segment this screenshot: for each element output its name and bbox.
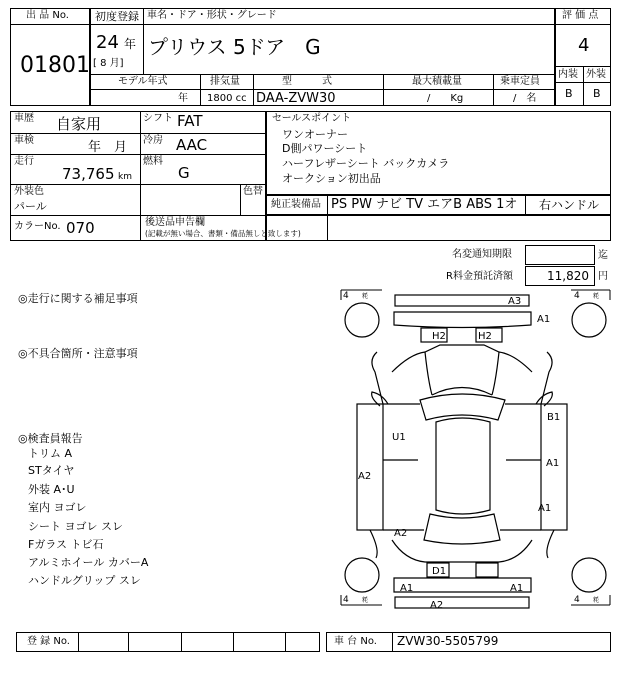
exterior-grade: B (593, 87, 601, 100)
shift-value: FAT (177, 112, 203, 130)
damage-mark: A2 (358, 471, 372, 482)
inspection-label: 車検 (14, 135, 34, 146)
history-value: 自家用 (56, 115, 102, 133)
ac-value: AAC (176, 136, 208, 154)
name-change-deadline-label: 名変通知期限 (452, 249, 512, 260)
color-no-value: 070 (66, 219, 95, 237)
recycle-fee-value: 11,820 (547, 269, 589, 283)
damage-mark: A2 (430, 600, 444, 611)
lot-number-label: 出 品 No. (26, 10, 69, 21)
name-change-unit: 迄 (598, 250, 608, 261)
inspector-item: STタイヤ (28, 464, 75, 477)
fuel-value: G (178, 164, 190, 182)
ac-label: 冷房 (143, 135, 163, 146)
car-damage-diagram (338, 287, 614, 619)
year-unit: 年 (124, 37, 137, 51)
damage-mark: A1 (537, 314, 551, 325)
afterparts-label: 後送品申告欄 (145, 217, 205, 228)
damage-mark: U1 (392, 432, 406, 443)
damage-mark: H2 (478, 331, 492, 342)
damage-mark: A1 (538, 503, 552, 514)
sales-points-title: セールスポイント (272, 113, 352, 124)
model-year-label: モデル年式 (118, 76, 168, 87)
capacity-value: / 名 (513, 93, 537, 104)
max-load-value: / Kg (427, 93, 464, 104)
tire-depth-rl: 4 (343, 595, 349, 605)
sales-point-item: ワンオーナー (282, 128, 348, 141)
mileage-value: 73,765 (62, 165, 115, 183)
registration-number-label: 登 録 No. (27, 636, 70, 647)
inspector-item: Fガラス トビ石 (28, 538, 104, 551)
sales-point-item: ハーフレザーシート バックカメラ (282, 157, 450, 170)
sales-point-item: D側パワーシート (282, 142, 368, 155)
recycle-fee-label: R料金預託済額 (446, 271, 513, 282)
history-label: 車歴 (14, 113, 34, 124)
tire-depth-unit: 粍 (362, 293, 369, 300)
inspector-item: 室内 ヨゴレ (28, 501, 87, 514)
mileage-label: 走行 (14, 156, 34, 167)
exterior-label: 外装 (586, 69, 606, 80)
recycle-fee-unit: 円 (598, 271, 608, 282)
inspector-item: 外装 A･U (28, 483, 75, 496)
sales-point-item: オークション初出品 (282, 172, 381, 185)
tire-depth-fr: 4 (574, 291, 580, 301)
defect-notes-title: ◎不具合箇所・注意事項 (18, 347, 138, 360)
tire-depth-unit: 粍 (593, 293, 600, 300)
name-change-deadline-box (525, 245, 595, 265)
damage-mark: A3 (508, 296, 522, 307)
inspection-value: 年 月 (88, 140, 128, 155)
color-change-label: 色替 (243, 186, 263, 197)
first-registration-label: 初度登録 (95, 10, 139, 23)
fuel-label: 燃料 (143, 156, 163, 167)
rating-label: 評 価 点 (562, 10, 599, 21)
interior-label: 内装 (558, 69, 578, 80)
color-value: パール (14, 200, 47, 213)
displacement-value: 1800 cc (207, 93, 247, 104)
inspector-item: ハンドルグリップ スレ (28, 574, 141, 587)
damage-mark: H2 (432, 331, 446, 342)
rating-value: 4 (578, 35, 590, 56)
max-load-label: 最大積載量 (412, 76, 462, 87)
type-value: DAA-ZVW30 (256, 91, 336, 106)
color-label: 外装色 (14, 186, 44, 197)
damage-mark: A2 (394, 528, 408, 539)
inspector-item: シート ヨゴレ スレ (28, 520, 123, 533)
car-name: プリウス 5ドア G (148, 35, 321, 59)
color-no-label: カラーNo. (14, 221, 61, 232)
displacement-label: 排気量 (210, 76, 240, 87)
first-registration-month: [ 8 月] (93, 58, 124, 69)
interior-grade: B (565, 87, 573, 100)
damage-mark: A1 (546, 458, 560, 469)
afterparts-note: (記載が無い場合、書類・備品無しと致します) (145, 229, 301, 238)
car-name-label: 車名・ドア・形状・グレード (147, 10, 277, 21)
inspector-report-title: ◎検査員報告 (18, 432, 83, 445)
tire-depth-unit: 粍 (362, 597, 369, 604)
shift-label: シフト (143, 113, 173, 124)
damage-mark: B1 (547, 412, 561, 423)
type-label: 型 式 (282, 76, 332, 87)
equipment-value: PS PW ナビ TV エアB ABS 1オ (331, 197, 518, 212)
tire-depth-rr: 4 (574, 595, 580, 605)
mileage-unit: km (118, 172, 132, 182)
damage-mark: A1 (510, 583, 524, 594)
damage-mark: D1 (432, 566, 447, 577)
first-registration-year: 24 (96, 32, 119, 53)
damage-mark: A1 (400, 583, 414, 594)
lot-number: 01801 (20, 53, 90, 78)
steering-value: 右ハンドル (539, 198, 600, 212)
tire-depth-fl: 4 (343, 291, 349, 301)
model-year-unit: 年 (178, 93, 188, 104)
tire-depth-unit: 粍 (593, 597, 600, 604)
equipment-label: 純正装備品 (271, 199, 321, 210)
inspector-item: トリム A (28, 447, 73, 460)
capacity-label: 乗車定員 (500, 76, 540, 87)
driving-notes-title: ◎走行に関する補足事項 (18, 292, 138, 305)
chassis-number-value: ZVW30-5505799 (397, 634, 499, 648)
inspector-item: アルミホイール カバーA (28, 556, 149, 569)
chassis-number-label: 車 台 No. (334, 636, 377, 647)
blank-box (266, 215, 611, 241)
